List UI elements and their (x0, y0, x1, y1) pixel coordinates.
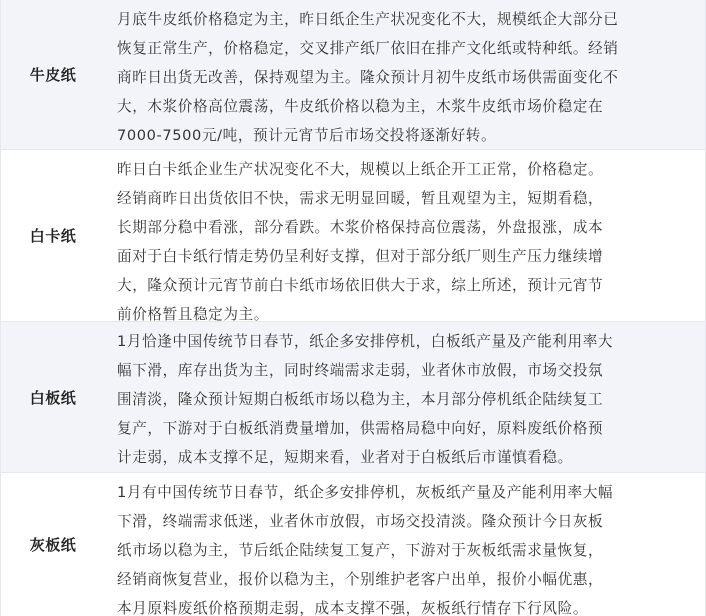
commentary-line: 本月原料废纸价格预期走弱，成本支撑不强，灰板纸行情存下行风险。 (117, 600, 589, 616)
category-label: 白板纸 (29, 388, 77, 407)
category-label: 白卡纸 (29, 227, 77, 245)
commentary-line: 经销商昨日出货依旧不快，需求无明显回暖，暂且观望为主，短期看稳， (117, 190, 604, 207)
commentary-line: 商昨日出货无改善，保持观望为主。隆众预计月初牛皮纸市场供需面变化不 (117, 69, 619, 86)
commentary-line: 面对于白卡纸行情走势仍呈利好支撑，但对于部分纸厂则生产压力继续增 (117, 248, 604, 265)
commentary-line: 恢复正常生产，价格稳定，交叉排产纸厂依旧在排产文化纸或特种纸。经销 (117, 40, 619, 57)
commentary-line: 复产，下游对于白板纸消费量增加，供需格局稳中向好，原料废纸价格预 (117, 420, 604, 437)
market-commentary (105, 322, 705, 472)
commentary-line: 7000-7500元/吨，预计元宵节后市场交投将逐渐好转。 (117, 127, 497, 144)
commentary-line: 大，隆众预计元宵节前白卡纸市场依旧供大于求，综上所述，预计元宵节 (117, 277, 604, 294)
category-label: 牛皮纸 (29, 66, 77, 84)
commentary-line: 1月有中国传统节日春节，纸企多安排停机，灰板纸产量及产能利用率大幅 (117, 484, 614, 501)
commentary-line: 计走弱，成本支撑不足，短期来看，业者对于白板纸后市谨慎看稳。 (117, 449, 573, 466)
commentary-line: 前价格暂且稳定为主。 (117, 306, 269, 321)
table-row-white-card-paper (1, 150, 705, 322)
commentary-line: 围清淡，隆众预计短期白板纸市场以稳为主，本月部分停机纸企陆续复工 (117, 391, 604, 408)
market-commentary (105, 473, 705, 616)
commentary-line: 1月恰逢中国传统节日春节，纸企多安排停机，白板纸产量及产能利用率大 (117, 333, 614, 350)
commentary-line: 经销商恢复营业，报价以稳为主，个别维护老客户出单，报价小幅优惠， (117, 571, 604, 588)
commentary-line: 下滑，终端需求低迷，业者休市放假，市场交投清淡。隆众预计今日灰板 (117, 513, 604, 530)
commentary-line: 昨日白卡纸企业生产状况变化不大，规模以上纸企开工正常，价格稳定。 (117, 161, 604, 178)
category-label: 灰板纸 (29, 536, 77, 554)
commentary-line: 幅下滑，库存出货为主，同时终端需求走弱，业者休市放假，市场交投氛 (117, 362, 604, 379)
commentary-line: 纸市场以稳为主，节后纸企陆续复工复产，下游对于灰板纸需求量恢复， (117, 542, 604, 559)
market-commentary (105, 150, 705, 321)
table-row-grey-board-paper (1, 473, 705, 616)
table-row-kraft-paper (1, 0, 705, 150)
table-row-white-board-paper (1, 322, 705, 473)
commentary-line: 月底牛皮纸价格稳定为主，昨日纸企生产状况变化不大，规模纸企大部分已 (117, 11, 619, 28)
commentary-line: 长期部分稳中看涨，部分看跌。木浆价格保持高位震荡，外盘报涨，成本 (117, 219, 604, 236)
market-commentary (105, 0, 705, 149)
commentary-line: 大，木浆价格高位震荡，牛皮纸价格以稳为主，木浆牛皮纸市场价稳定在 (117, 98, 604, 115)
